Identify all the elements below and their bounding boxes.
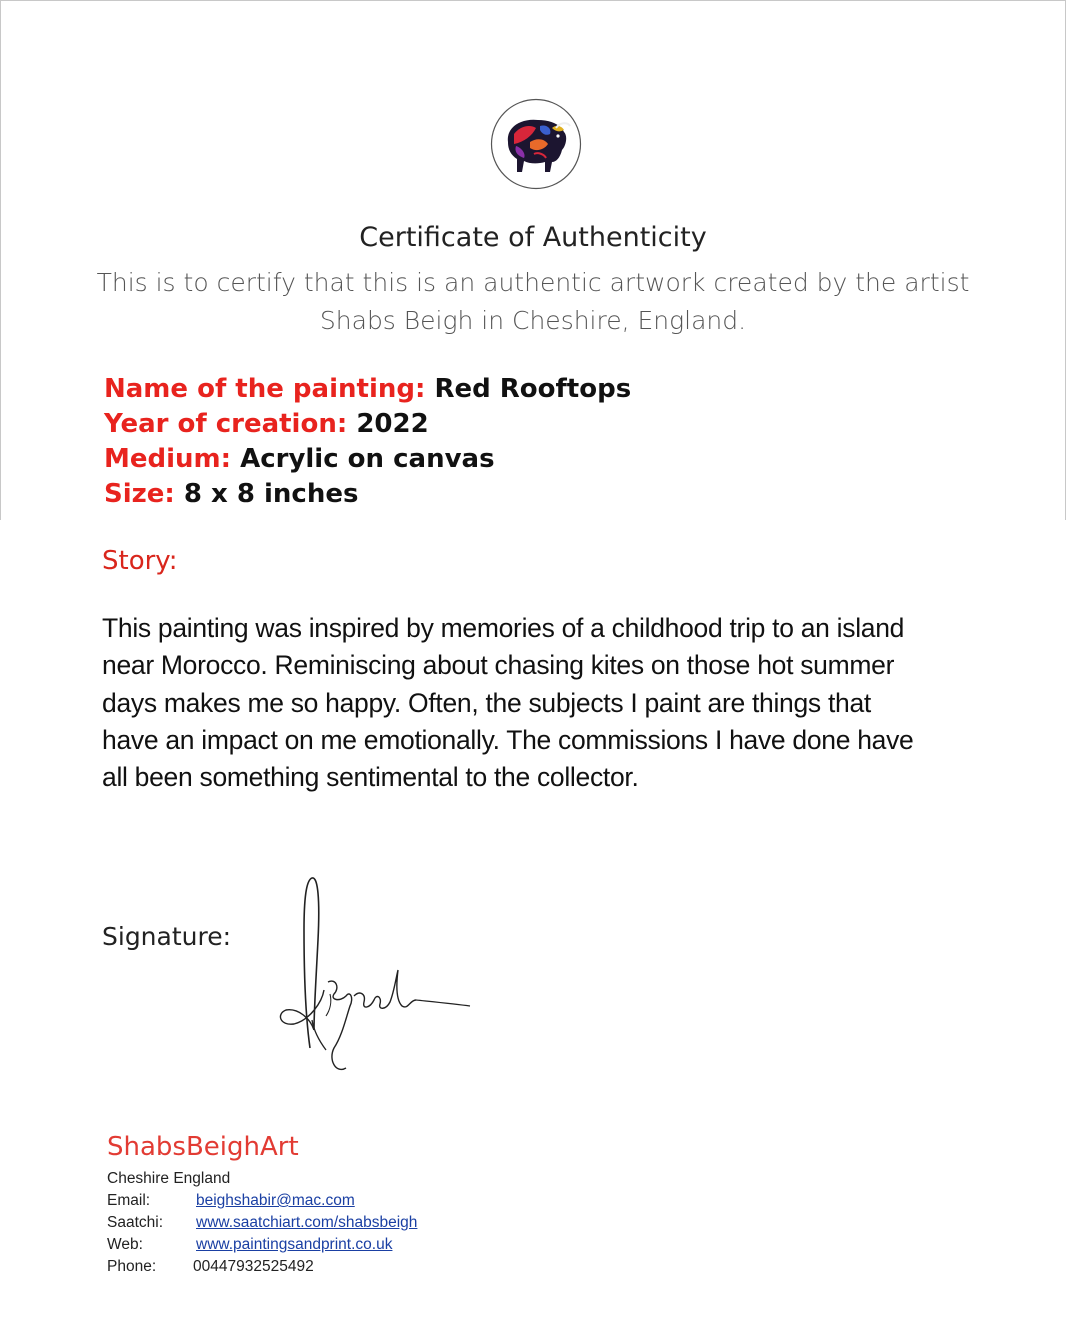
statement-line: This is to certify that this is an authentic artwork created by the artist [96,268,970,297]
medium-label: Medium: [104,444,232,474]
web-link[interactable]: www.paintingsandprint.co.uk [196,1236,393,1253]
phone-value: 00447932525492 [193,1258,314,1275]
certificate-title: Certificate of Authenticity [359,222,707,253]
web-label: Web: [107,1236,143,1253]
painting-name-value: Red Rooftops [434,374,632,404]
contact-saatchi-row [107,1212,417,1234]
story-line: near Morocco. Reminiscing about chasing kites on those hot summer [102,650,895,681]
detail-medium [104,442,631,477]
saatchi-label: Saatchi: [107,1214,164,1231]
medium-value: Acrylic on canvas [240,444,495,474]
email-label: Email: [107,1192,151,1209]
story-text [102,610,982,796]
story-line: all been something sentimental to the collector. [102,762,639,793]
contact-location: Cheshire England [107,1170,231,1187]
story-label: Story: [102,546,178,576]
contact-web-row [107,1234,417,1256]
detail-size [104,477,631,512]
detail-painting-name [104,372,631,407]
email-link[interactable]: beighshabir@mac.com [196,1192,355,1209]
size-value: 8 x 8 inches [183,479,359,509]
bull-logo-icon [490,98,582,190]
handwritten-signature [270,870,480,1080]
story-line: days makes me so happy. Often, the subjects I paint are things that [102,687,871,718]
certificate-statement [0,264,1066,340]
statement-line: Shabs Beigh in Cheshire, England. [319,306,747,335]
contact-phone-row [107,1256,417,1278]
artwork-details [104,372,631,512]
signature-label: Signature: [102,922,232,951]
saatchi-link[interactable]: www.saatchiart.com/shabsbeigh [196,1214,418,1231]
page-border-top [0,0,1066,1]
size-label: Size: [104,479,175,509]
year-label: Year of creation: [104,409,348,439]
detail-year [104,407,631,442]
page-border-left [0,0,1,520]
contact-block [107,1168,417,1278]
phone-label: Phone: [107,1258,157,1275]
contact-email-row [107,1190,417,1212]
story-line: have an impact on me emotionally. The commissions I have done have [102,724,914,755]
painting-name-label: Name of the painting: [104,374,426,404]
story-line: This painting was inspired by memories of a childhood trip to an island [102,613,905,643]
year-value: 2022 [356,409,429,439]
brand-name: ShabsBeighArt [107,1132,299,1162]
